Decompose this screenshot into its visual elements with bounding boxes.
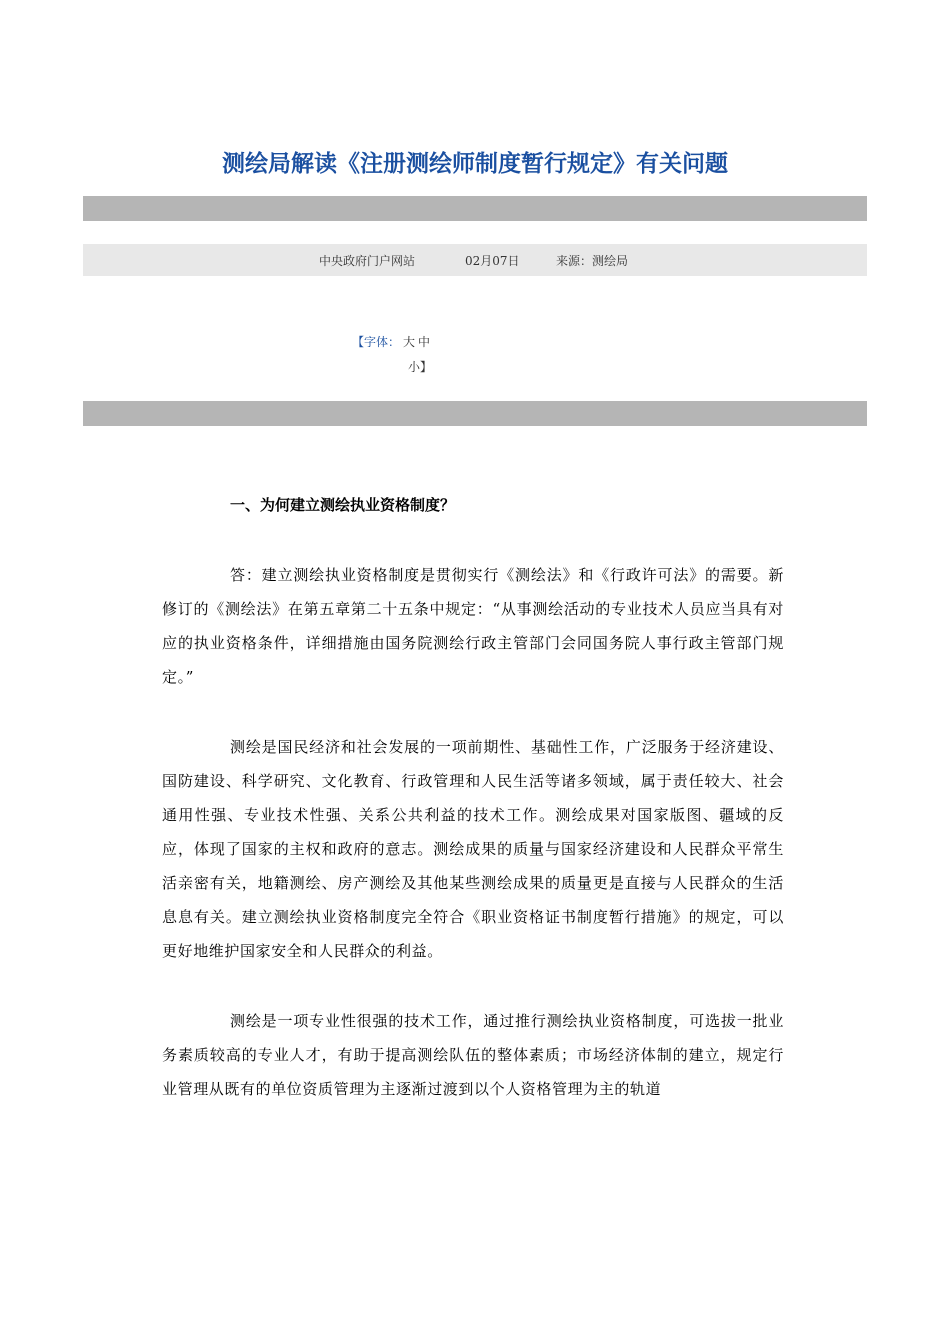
article-meta-bar bbox=[83, 244, 867, 276]
font-size-medium-link[interactable]: 中 bbox=[418, 335, 431, 349]
font-size-label: 字体： bbox=[364, 335, 401, 349]
paragraph-answer: 答：建立测绘执业资格制度是贯彻实行《测绘法》和《行政许可法》的需要。新修订的《测绘法》在第五章第二十五条中规定：“从事测绘活动的专业技术人员应当具有对应的执业资格条件，详细措施由国务院测绘行政主管部门会同国务院人事行政主管部门规定。” bbox=[162, 566, 784, 686]
bottom-divider-bar bbox=[83, 401, 867, 426]
article-body bbox=[162, 488, 784, 1142]
font-size-bracket-close: 】 bbox=[420, 360, 433, 374]
meta-site: 中央政府门户网站 bbox=[319, 254, 416, 268]
font-size-control bbox=[352, 330, 442, 380]
top-divider-bar bbox=[83, 196, 867, 221]
meta-source: 来源：测绘局 bbox=[556, 254, 629, 268]
article-title: 测绘局解读《注册测绘师制度暂行规定》有关问题 bbox=[222, 151, 728, 177]
paragraph-importance: 测绘是国民经济和社会发展的一项前期性、基础性工作，广泛服务于经济建设、国防建设、科学研究、文化教育、行政管理和人民生活等诸多领域，属于责任较大、社会通用性强、专业技术性强、关系公共利益的技术工作。测绘成果对国家版图、疆域的反应，体现了国家的主权和政府的意志。测绘成果的质量与国家经济建设和人民群众平常生活亲密有关，地籍测绘、房产测绘及其他某些测绘成果的质量更是直接与人民群众的生活息息有关。建立测绘执业资格制度完全符合《职业资格证书制度暂行措施》的规定，可以更好地维护国家安全和人民群众的利益。 bbox=[162, 738, 784, 960]
font-size-bracket-open: 【 bbox=[352, 335, 365, 349]
font-size-small-link[interactable]: 小 bbox=[408, 360, 421, 374]
section-heading: 一、为何建立测绘执业资格制度？ bbox=[230, 496, 456, 514]
font-size-large-link[interactable]: 大 bbox=[403, 335, 416, 349]
font-size-line-2 bbox=[352, 355, 442, 380]
meta-date: 02月07日 bbox=[465, 254, 520, 268]
paragraph-professionalism: 测绘是一项专业性很强的技术工作，通过推行测绘执业资格制度，可选拔一批业务素质较高的专业人才，有助于提高测绘队伍的整体素质；市场经济体制的建立，规定行业管理从既有的单位资质管理为主逐渐过渡到以个人资格管理为主的轨道 bbox=[162, 1012, 784, 1098]
